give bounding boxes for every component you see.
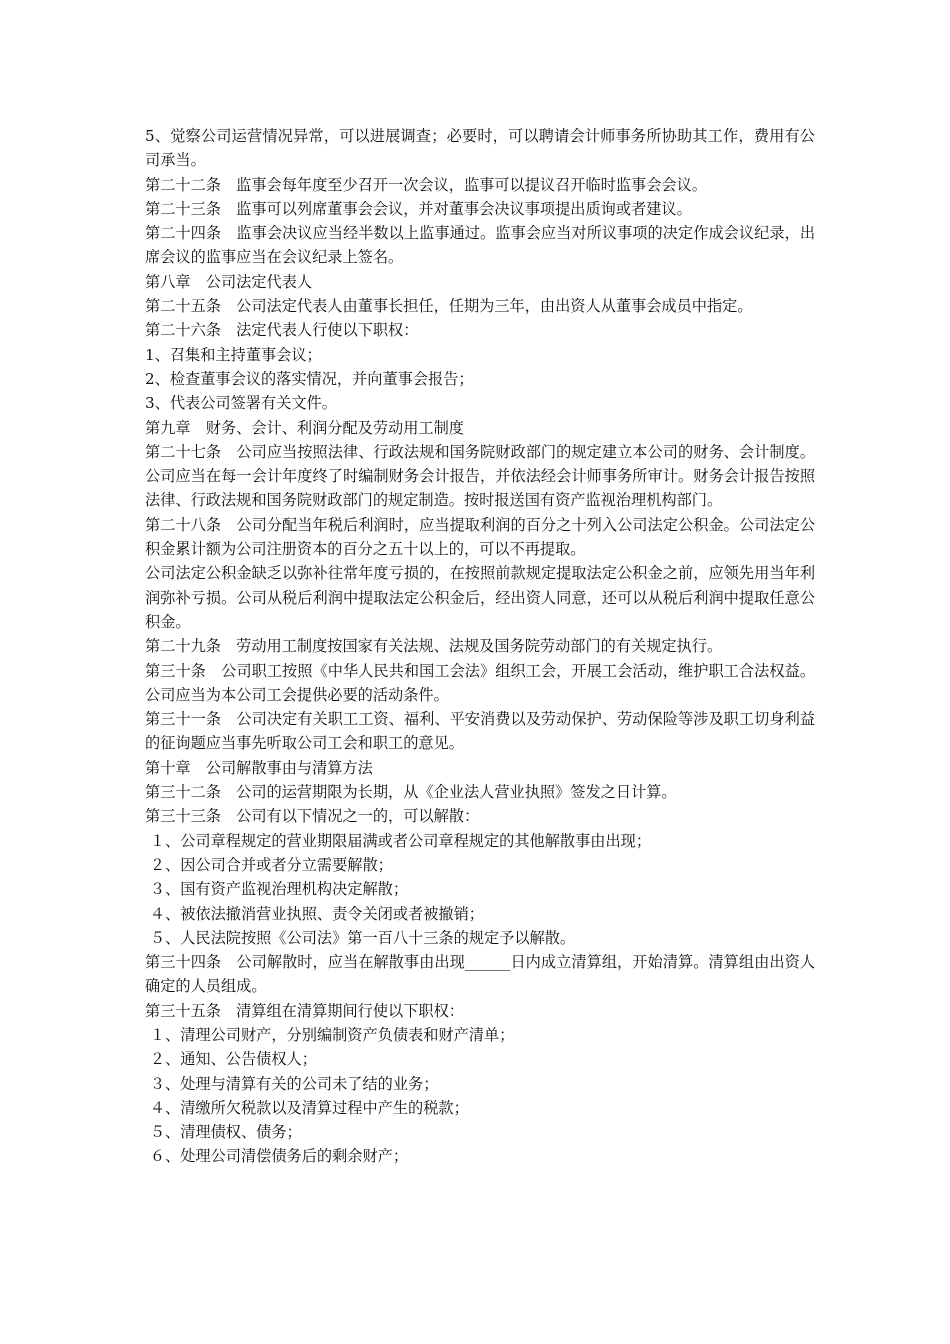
chapter-8-heading: 第八章 公司法定代表人 <box>145 272 313 291</box>
document-page <box>145 124 815 1169</box>
article-27: 第二十七条 公司应当按照法律、行政法规和国务院财政部门的规定建立本公司的财务、会计制度。公司应当在每一会计年度终了时编制财务会计报告，并依法经会计师事务所审计。财务会计报告按照法律、行政法规和国务院财政部门的规定制造。按时报送国有资产监视治理机构部门。 <box>145 442 815 510</box>
article-34: 第三十四条 公司解散时，应当在解散事由出现______日内成立清算组，开始清算。清算组由出资人确定的人员组成。 <box>145 953 815 996</box>
chapter-9-heading: 第九章 财务、会计、利润分配及劳动用工制度 <box>145 418 464 437</box>
article-25: 第二十五条 公司法定代表人由董事长担任，任期为三年，由出资人从董事会成员中指定。 <box>145 297 753 316</box>
list-item: １、公司章程规定的营业期限届满或者公司章程规定的其他解散事由出现； <box>145 831 652 850</box>
list-item: 2、检查董事会议的落实情况，并向董事会报告； <box>145 369 474 388</box>
article-31: 第三十一条 公司决定有关职工工资、福利、平安消费以及劳动保护、劳动保险等涉及职工切身利益的征询题应当事先听取公司工会和职工的意见。 <box>145 710 815 753</box>
list-item: ３、国有资产监视治理机构决定解散； <box>145 880 409 899</box>
list-item: ３、处理与清算有关的公司未了结的业务； <box>145 1074 439 1093</box>
article-24: 第二十四条 监事会决议应当经半数以上监事通过。监事会应当对所议事项的决定作成会议纪录，出席会议的监事应当在会议纪录上签名。 <box>145 224 815 267</box>
list-item: 1、召集和主持董事会议； <box>145 345 322 364</box>
article-33: 第三十三条 公司有以下情况之一的，可以解散： <box>145 807 480 826</box>
list-item: ２、通知、公告债权人； <box>145 1050 317 1069</box>
list-item: ５、人民法院按照《公司法》第一百八十三条的规定予以解散。 <box>145 928 576 947</box>
list-item: ４、被依法撤消营业执照、责令关闭或者被撤销； <box>145 904 484 923</box>
chapter-10-heading: 第十章 公司解散事由与清算方法 <box>145 758 373 777</box>
article-26: 第二十六条 法定代表人行使以下职权： <box>145 321 419 340</box>
list-item: ４、清缴所欠税款以及清算过程中产生的税款； <box>145 1098 469 1117</box>
article-35: 第三十五条 清算组在清算期间行使以下职权： <box>145 1001 464 1020</box>
article-23: 第二十三条 监事可以列席董事会会议，并对董事会决议事项提出质询或者建议。 <box>145 199 692 218</box>
article-22: 第二十二条 监事会每年度至少召开一次会议，监事可以提议召开临时监事会会议。 <box>145 175 707 194</box>
list-item: １、清理公司财产，分别编制资产负债表和财产清单； <box>145 1025 515 1044</box>
article-28: 第二十八条 公司分配当年税后利润时，应当提取利润的百分之十列入公司法定公积金。公司法定公积金累计额为公司注册资本的百分之五十以上的，可以不再提取。 <box>145 515 815 559</box>
list-item: ６、处理公司清偿债务后的剩余财产； <box>145 1147 409 1166</box>
list-item: ２、因公司合并或者分立需要解散； <box>145 855 393 874</box>
paragraph: 公司法定公积金缺乏以弥补往常年度亏损的，在按照前款规定提取法定公积金之前，应领先用当年利润弥补亏损。公司从税后利润中提取法定公积金后，经出资人同意，还可以从税后利润中提取任意公积金。 <box>145 564 815 631</box>
article-32: 第三十二条 公司的运营期限为长期，从《企业法人营业执照》签发之日计算。 <box>145 783 677 802</box>
list-item: ５、清理债权、债务； <box>145 1123 302 1142</box>
paragraph: 5、觉察公司运营情况异常，可以进展调查；必要时，可以聘请会计师事务所协助其工作，费用有公司承当。 <box>145 127 815 170</box>
article-29: 第二十九条 劳动用工制度按国家有关法规、法规及国务院劳动部门的有关规定执行。 <box>145 637 723 656</box>
article-30: 第三十条 公司职工按照《中华人民共和国工会法》组织工会，开展工会活动，维护职工合法权益。公司应当为本公司工会提供必要的活动条件。 <box>145 661 815 704</box>
list-item: 3、代表公司签署有关文件。 <box>145 394 337 413</box>
